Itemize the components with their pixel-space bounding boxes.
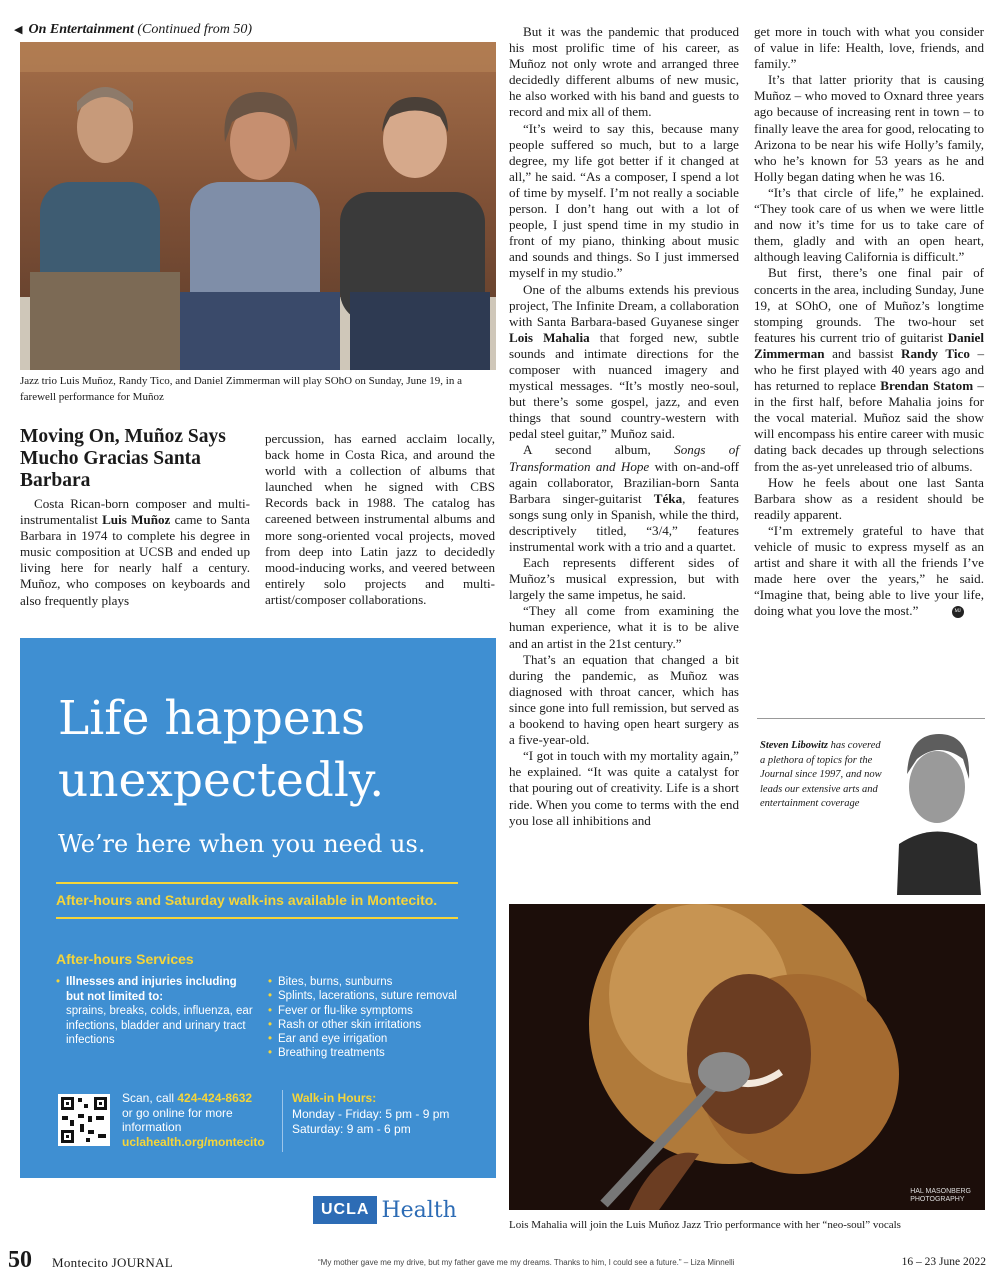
- singer-photo: [509, 904, 985, 1210]
- list-item: • Fever or flu-like symptoms: [268, 1004, 413, 1017]
- article-paragraph: That’s an equation that changed a bit during the pandemic, as Muñoz was diagnosed with throat cancer, which has since gone into full remission, but served as a bookend to having open heart surgery as a five-year-old.: [509, 651, 739, 748]
- page-number: 50: [8, 1247, 32, 1273]
- services-list-left: [56, 975, 256, 1048]
- article-column-2: [265, 431, 495, 608]
- article-column-1: [20, 496, 250, 609]
- article-paragraph: Costa Rican-born composer and multi-instrumentalist Luis Muñoz came to Santa Barbara in 1974 to complete his degree in music composition at UCSB and ended up living here for nearly half a century. Muñoz, who composes on keyboards and also frequently plays: [20, 496, 250, 608]
- article-paragraph: How he feels about one last Santa Barbara show as a resident should be readily apparent.: [754, 474, 984, 522]
- article-paragraph: “They all come from examining the human experience, what it is to be alive and an artist in the 21st century.”: [509, 603, 739, 651]
- ad-rule: [56, 882, 458, 884]
- list-item: • Ear and eye irrigation: [268, 1033, 388, 1046]
- article-paragraph: But first, there’s one final pair of concerts in the area, including Sunday, June 19, at SOhO, one of Muñoz’s longtime stomping grounds. The two-hour set features his current trio of guitarist Daniel Zimmerman and bassist Randy Tico – who he first played with 40 years ago and has returned to replace Brendan Statom – in the first half, before Mahalia joins for the vocal material. Muñoz said the show will encompass his entire career with music dating back decades up through selections from the as-yet unreleased trio of albums.: [754, 265, 984, 474]
- footer-quote: “My mother gave me my drive, but my father gave me my dreams. Thanks to him, I could see a future.” – Liza Minnelli: [318, 1258, 735, 1267]
- photo-credit: HAL MASONBERG PHOTOGRAPHY: [910, 1188, 971, 1203]
- author-name: Steven Libowitz: [760, 740, 828, 751]
- back-arrow-icon[interactable]: ◀: [14, 24, 23, 36]
- ad-headline: Life happens unexpectedly.: [58, 691, 385, 808]
- article-paragraph: “It’s weird to say this, because many people suffered so much, but to a large degree, my life got better if it changed at all,” he said. “As a composer, I spend a lot of time by myself. I’m not really a sociable person. I don’t hang out with a lot of people, I just spend time in my studio in front of my piano, thinking about music and sounds and things. So I just immersed myself in my studio.”: [509, 120, 739, 281]
- ad-banner: After-hours and Saturday walk-ins available in Montecito.: [56, 892, 438, 908]
- article-column-3: [509, 24, 739, 829]
- article-paragraph: “I got in touch with my mortality again,” he explained. “It was quite a catalyst for that pouring out of creativity. Life is a short ride. When you come to terms with the end you lose all inhibitions and: [509, 748, 739, 828]
- article-paragraph: “It’s that circle of life,” he explained. “They took care of us when we were little and now it’s time for us to take care of them, gladly and with an open heart, although leaving California is difficult.”: [754, 184, 984, 265]
- article-paragraph: But it was the pandemic that produced his most prolific time of his career, as Muñoz not only wrote and arranged three decidedly different albums of new music, he also worked with his band and guests to record and mix all of them.: [509, 24, 739, 120]
- article-paragraph: A second album, Songs of Transformation and Hope with on-and-off again collaborator, Brazilian-born Santa Barbara singer-guitarist Téka, features songs sung only in Spanish, while the third, descriptively titled, “3/4,” features instrumental work with a trio and a quartet.: [509, 442, 740, 554]
- publication-name: Montecito JOURNAL: [52, 1255, 174, 1270]
- ad-logo-strip: [20, 1178, 496, 1235]
- article-headline: Moving On, Muñoz Says Mucho Gracias Santa Barbara: [20, 426, 226, 491]
- list-item: • Bites, burns, sunburns: [268, 976, 393, 988]
- article-paragraph: get more in touch with what you consider of value in life: Health, love, friends, and family.”: [754, 24, 984, 72]
- article-column-4: [754, 24, 984, 619]
- list-item: • Breathing treatments: [268, 1047, 385, 1060]
- author-photo: [889, 719, 985, 895]
- ad-divider: [282, 1090, 283, 1152]
- section-title: On Entertainment: [28, 22, 134, 37]
- author-box: [757, 718, 985, 894]
- trio-photo: [20, 42, 496, 370]
- services-list-right: [268, 975, 488, 1061]
- phone-link[interactable]: 424-424-8632: [177, 1091, 253, 1105]
- article-paragraph: One of the albums extends his previous project, The Infinite Dream, a collaboration with Santa Barbara-based Guyanese singer Lois Mahalia that forged new, subtle sounds and intimate directions for the composer with nuanced imagery and mystical messages. “It’s mostly neo-soul, but there’s some gospel, jazz, and even things that sound country-western with pedal steel guitar,” Muñoz said.: [509, 281, 739, 442]
- website-link[interactable]: uclahealth.org/montecito: [122, 1134, 265, 1149]
- article-paragraph: Each represents different sides of Muñoz’s musical expression, but with largely the same impetus, he said.: [509, 555, 739, 603]
- trio-photo-caption: Jazz trio Luis Muñoz, Randy Tico, and Daniel Zimmerman will play SOhO on Sunday, June 19, in a farewell performance for Muñoz: [20, 375, 462, 403]
- contact-info: Scan, call 424-424-8632 or go online for more information uclahealth.org/montecito: [122, 1091, 265, 1149]
- singer-photo-caption: Lois Mahalia will join the Luis Muñoz Jazz Trio performance with her “neo-soul” vocals: [509, 1219, 901, 1231]
- ad-rule: [56, 917, 458, 919]
- ad-subhead: We’re here when you need us.: [58, 830, 426, 858]
- article-paragraph: “I’m extremely grateful to have that vehicle of music to express myself as an artist and share it with all the friends I’ve made here over the years,” he said. “Imagine that, being able to live your life, doing what you love the most.” MJ: [754, 522, 984, 619]
- ad-panel: [20, 638, 496, 1178]
- walkin-hours: Walk-in Hours: Monday - Friday: 5 pm - 9 pm Saturday: 9 am - 6 pm: [292, 1091, 450, 1136]
- list-item: • Rash or other skin irritations: [268, 1018, 422, 1031]
- end-mark-icon: MJ: [952, 606, 964, 618]
- ucla-logo[interactable]: UCLA Health: [313, 1196, 457, 1224]
- article-paragraph: It’s that latter priority that is causing Muñoz – who moved to Oxnard three years ago because of increasing rent in town – to finally leave the area for good, relocating to Arizona to be near his wife Holly’s family, who he’s known for 53 years as he and Holly began dating when he was 16.: [754, 72, 984, 184]
- list-item: • Illnesses and injuries including but not limited to: sprains, breaks, colds, influenza, ear infections, bladder and urinary tract infections: [56, 976, 253, 1046]
- list-item: • Splints, lacerations, suture removal: [268, 990, 457, 1003]
- services-title: After-hours Services: [56, 951, 194, 967]
- qr-code-icon[interactable]: [58, 1094, 110, 1146]
- ucla-health-ad[interactable]: [20, 638, 496, 1235]
- issue-date: 16 – 23 June 2022: [901, 1256, 986, 1268]
- page-footer: [0, 1246, 1000, 1278]
- trio-photo-art: [20, 42, 496, 370]
- article-paragraph: percussion, has earned acclaim locally, back home in Costa Rica, and around the world with a collection of albums that launched when he signed with CBS Records back in 1988. The catalog has careened between instrumental albums and more song-oriented vocal projects, moved from deep into Latin jazz to decidedly mood-inducing works, and veered between entirely solo projects and multi-artist/composer collaborations.: [265, 431, 495, 607]
- section-header: [14, 20, 494, 40]
- singer-photo-art: [509, 904, 985, 1210]
- author-bio: Steven Libowitz has covered a plethora of topics for the Journal since 1997, and now leads our extensive arts and entertainment coverage: [760, 740, 882, 809]
- continued-note: (Continued from 50): [137, 22, 252, 37]
